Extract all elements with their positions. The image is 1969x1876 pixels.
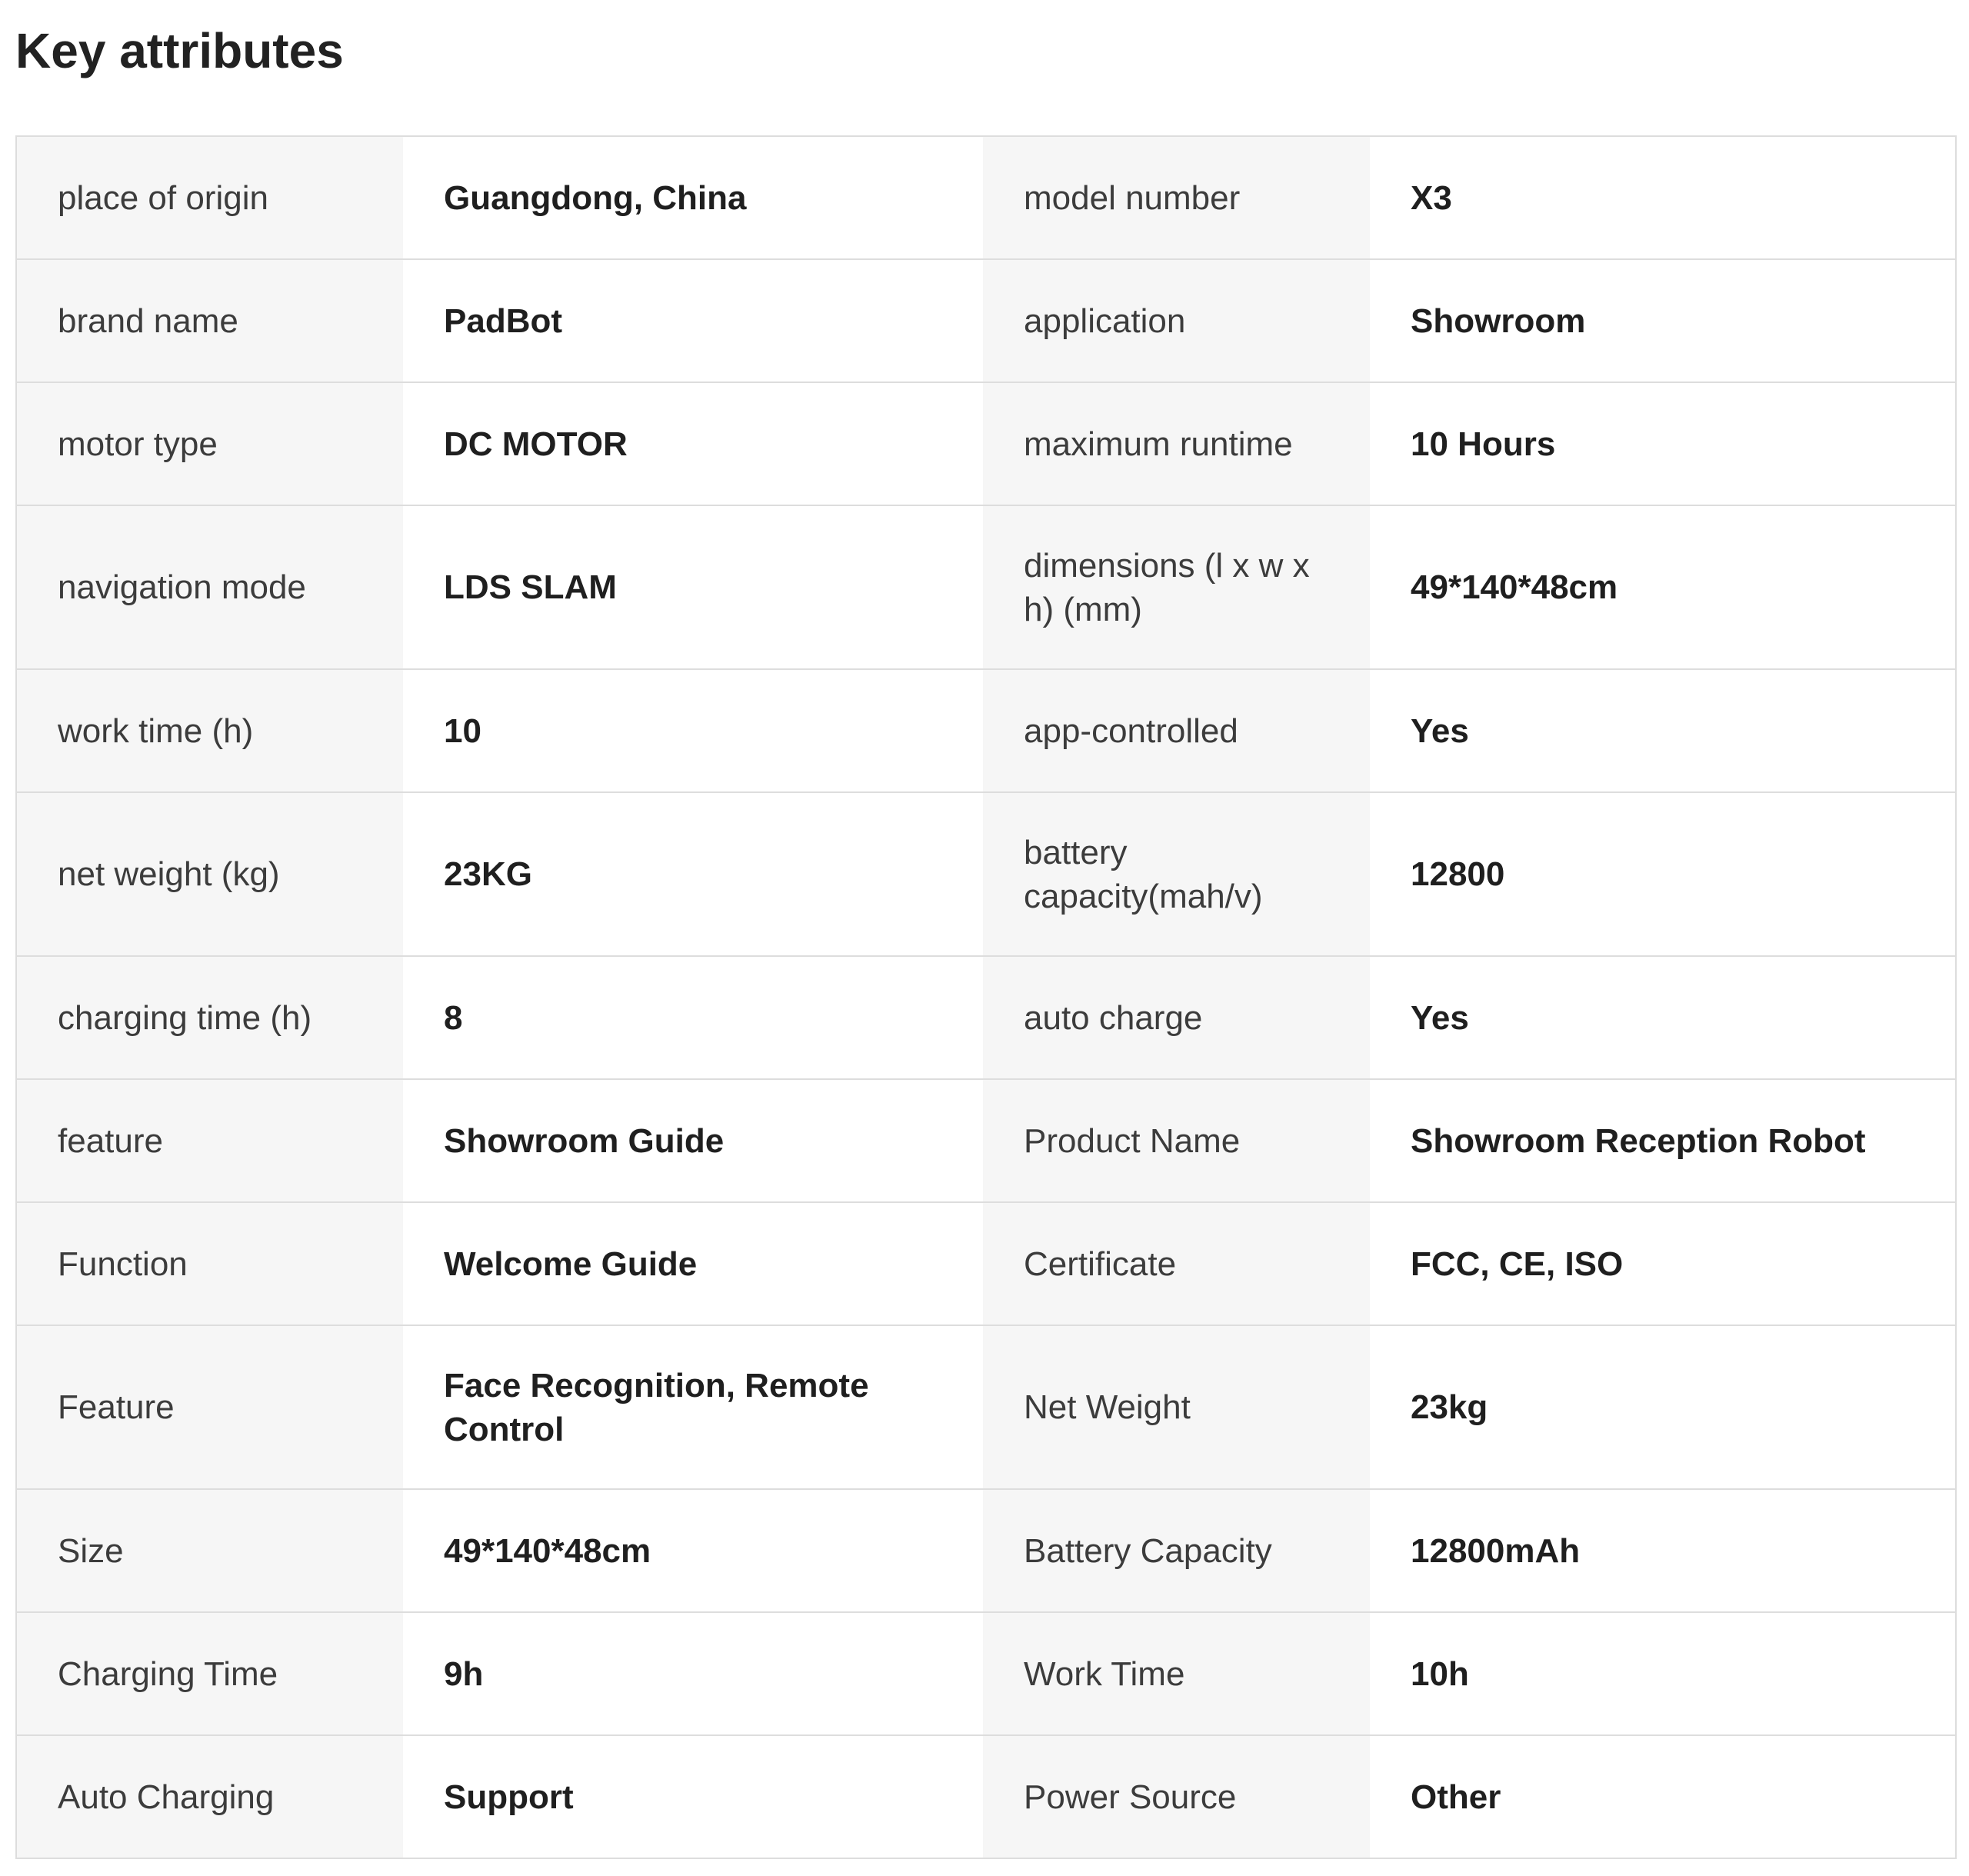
attribute-key: Feature: [16, 1325, 403, 1489]
attribute-value: Yes: [1370, 669, 1956, 792]
attribute-key: Battery Capacity: [983, 1489, 1370, 1612]
attribute-value: Other: [1370, 1735, 1956, 1858]
table-row: [16, 382, 1956, 505]
attribute-value: 12800: [1370, 792, 1956, 956]
attribute-value: FCC, CE, ISO: [1370, 1202, 1956, 1325]
table-row: [16, 1202, 1956, 1325]
attribute-key: Power Source: [983, 1735, 1370, 1858]
attribute-value: 10: [403, 669, 983, 792]
attribute-value: 8: [403, 956, 983, 1079]
table-row: [16, 1735, 1956, 1858]
attribute-value: 9h: [403, 1612, 983, 1735]
attribute-key: Certificate: [983, 1202, 1370, 1325]
table-row: [16, 259, 1956, 382]
attribute-value: X3: [1370, 136, 1956, 259]
attribute-value: 10h: [1370, 1612, 1956, 1735]
attribute-key: brand name: [16, 259, 403, 382]
attribute-value: 49*140*48cm: [1370, 505, 1956, 669]
attribute-value: Welcome Guide: [403, 1202, 983, 1325]
table-row: [16, 136, 1956, 259]
attribute-value: DC MOTOR: [403, 382, 983, 505]
attribute-value: Showroom Reception Robot: [1370, 1079, 1956, 1202]
attribute-key: Work Time: [983, 1612, 1370, 1735]
attribute-value: Showroom Guide: [403, 1079, 983, 1202]
attribute-key: feature: [16, 1079, 403, 1202]
table-row: [16, 1079, 1956, 1202]
attribute-value: 23KG: [403, 792, 983, 956]
attribute-key: place of origin: [16, 136, 403, 259]
attribute-key: charging time (h): [16, 956, 403, 1079]
attribute-value: Face Recognition, Remote Control: [403, 1325, 983, 1489]
attribute-value: 12800mAh: [1370, 1489, 1956, 1612]
table-row: [16, 505, 1956, 669]
attribute-value: 10 Hours: [1370, 382, 1956, 505]
table-row: [16, 1489, 1956, 1612]
attribute-key: net weight (kg): [16, 792, 403, 956]
attribute-key: application: [983, 259, 1370, 382]
attribute-key: maximum runtime: [983, 382, 1370, 505]
section-heading: Key attributes: [15, 23, 344, 78]
attribute-key: Auto Charging: [16, 1735, 403, 1858]
attribute-key: battery capacity(mah/v): [983, 792, 1370, 956]
attribute-value: Showroom: [1370, 259, 1956, 382]
attribute-value: Yes: [1370, 956, 1956, 1079]
attribute-key: Charging Time: [16, 1612, 403, 1735]
attribute-key: Function: [16, 1202, 403, 1325]
attribute-key: dimensions (l x w x h) (mm): [983, 505, 1370, 669]
table-row: [16, 792, 1956, 956]
attributes-table: [15, 135, 1957, 1859]
attribute-value: 23kg: [1370, 1325, 1956, 1489]
attribute-key: Size: [16, 1489, 403, 1612]
attribute-key: Product Name: [983, 1079, 1370, 1202]
attribute-key: work time (h): [16, 669, 403, 792]
table-row: [16, 1325, 1956, 1489]
attribute-key: motor type: [16, 382, 403, 505]
attribute-value: 49*140*48cm: [403, 1489, 983, 1612]
attribute-key: auto charge: [983, 956, 1370, 1079]
attribute-value: Support: [403, 1735, 983, 1858]
attribute-key: navigation mode: [16, 505, 403, 669]
attribute-value: Guangdong, China: [403, 136, 983, 259]
attribute-key: model number: [983, 136, 1370, 259]
attribute-value: PadBot: [403, 259, 983, 382]
table-row: [16, 956, 1956, 1079]
attribute-value: LDS SLAM: [403, 505, 983, 669]
table-row: [16, 1612, 1956, 1735]
attribute-key: app-controlled: [983, 669, 1370, 792]
attribute-key: Net Weight: [983, 1325, 1370, 1489]
table-row: [16, 669, 1956, 792]
